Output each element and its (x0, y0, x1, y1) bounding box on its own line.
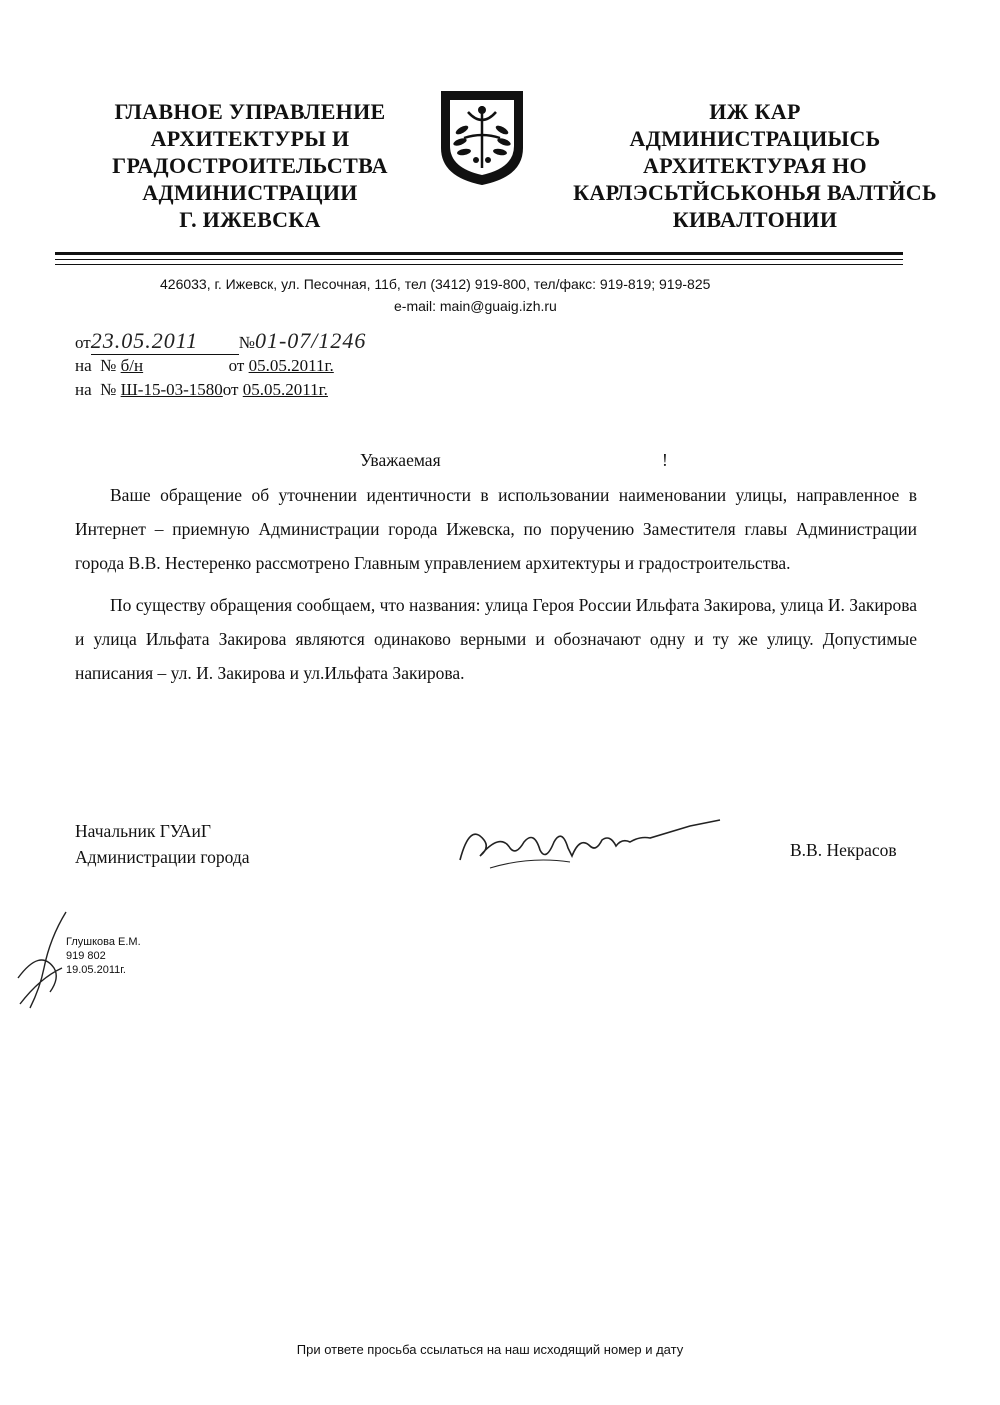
outgoing-number-handwritten: 01-07/1246 (254, 328, 367, 353)
handwritten-signature (450, 812, 730, 877)
org-name-russian (60, 98, 440, 233)
org-name-line: Г. ИЖЕВСКА (179, 207, 321, 232)
outgoing-date-handwritten: 23.05.2011 (91, 328, 239, 355)
reference-number: б/н (120, 356, 144, 375)
header-rule-thin (55, 259, 903, 260)
position-line: Администрации города (75, 847, 250, 867)
number-label: № (100, 356, 117, 375)
org-name-line: ГРАДОСТРОИТЕЛЬСТВА (112, 153, 388, 178)
org-name-line: АРХИТЕКТУРЫ И (150, 126, 350, 151)
on-label: на (75, 380, 92, 399)
number-label: № (238, 333, 255, 352)
org-name-line: КАРЛЭСЬТЙСЬКОНЬЯ ВАЛТЙСЬ (573, 180, 937, 205)
header-rule-thick (55, 252, 903, 255)
on-label: на (75, 356, 92, 375)
org-name-line: ИЖ КАР (709, 99, 801, 124)
reference-date: 05.05.2011г. (242, 380, 328, 399)
reference-number: Ш-15-03-1580 (120, 380, 223, 399)
email-line: e-mail: main@guaig.izh.ru (394, 298, 557, 314)
signatory-position (75, 818, 250, 870)
executor-name: Глушкова Е.М. (66, 936, 141, 948)
salutation-end: ! (662, 450, 668, 470)
org-name-line: АДМИНИСТРАЦИЫСЬ (629, 126, 881, 151)
executor-date: 19.05.2011г. (66, 964, 126, 976)
executor-info (66, 935, 141, 977)
from-label: от (222, 380, 239, 399)
number-label: № (100, 380, 117, 399)
letter-body (75, 478, 917, 690)
org-name-line: АРХИТЕКТУРАЯ НО (643, 153, 867, 178)
position-line: Начальник ГУАиГ (75, 821, 212, 841)
header-rule-thin (55, 264, 903, 265)
signatory-name: В.В. Некрасов (790, 840, 897, 860)
org-name-udmurt (545, 98, 965, 233)
reference-line-2 (75, 380, 328, 400)
body-paragraph: Ваше обращение об уточнении идентичности в использовании наименовании улицы, направленное в Интернет – приемную Администрации города Ижевска, по поручению Заместителя главы Администрации города В.В. Нестеренко рассмотрено Главным управлением архитектуры и градостроительства. (75, 485, 917, 573)
executor-phone: 919 802 (66, 950, 106, 962)
outgoing-registration (75, 328, 366, 355)
org-name-line: АДМИНИСТРАЦИИ (142, 180, 358, 205)
footer-note: При ответе просьба ссылаться на наш исходящий номер и дату (296, 1342, 684, 1357)
body-paragraph: По существу обращения сообщаем, что названия: улица Героя России Ильфата Закирова, улица И. Закирова и улица Ильфата Закирова являются одинаково верными и обозначают одну и ту же улицу. Допустимые написания – ул. И. Закирова и ул.Ильфата Закирова. (75, 595, 917, 683)
from-label: от (228, 356, 245, 375)
izhevsk-coat-of-arms-icon (438, 88, 526, 186)
reference-line-1 (75, 356, 334, 376)
from-label: от (75, 333, 91, 352)
org-name-line: ГЛАВНОЕ УПРАВЛЕНИЕ (114, 99, 386, 124)
org-name-line: КИВАЛТОНИИ (672, 207, 838, 232)
reference-date: 05.05.2011г. (248, 356, 334, 375)
salutation: Уважаемая (360, 450, 441, 470)
address-line: 426033, г. Ижевск, ул. Песочная, 11б, тел (3412) 919-800, тел/факс: 919-819; 919-825 (160, 276, 711, 292)
